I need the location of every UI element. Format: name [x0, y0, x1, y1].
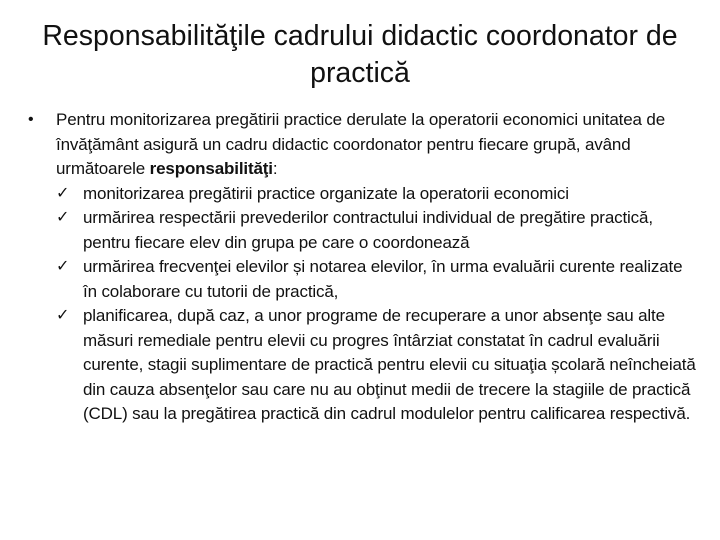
list-item — [28, 255, 698, 304]
check-mark-icon: ✓ — [56, 258, 70, 275]
list-item — [28, 182, 698, 207]
intro-text — [56, 110, 665, 178]
list-item — [28, 304, 698, 427]
list-item-text: urmărirea respectării prevederilor contractului individual de pregătire practică, pentru fiecare elev din grupa pe care o coordonează — [83, 208, 653, 252]
list-item — [28, 206, 698, 255]
intro-text-before: Pentru monitorizarea pregătirii practice derulate la operatorii economici unitatea de învăţământ asigură un cadru didactic coordonator pentru fiecare grupă, având următoarele — [56, 110, 666, 178]
intro-text-after: : — [272, 159, 278, 178]
bullet-icon: • — [28, 111, 34, 128]
intro-paragraph — [28, 108, 698, 182]
responsibility-list — [28, 182, 698, 427]
list-item-text: urmărirea frecvenţei elevilor și notarea elevilor, în urma evaluării curente realizate în colaborare cu tutorii de practică, — [83, 257, 683, 301]
check-mark-icon: ✓ — [56, 184, 70, 202]
slide-title: Responsabilităţile cadrului didactic coordonator de practică — [42, 20, 678, 89]
list-item-text: planificarea, după caz, a unor programe de recuperare a unor absenţe sau alte măsuri remediale pentru elevii cu progres întârziat constatat în cadrul evaluării curente, stagii suplimentare de practică pentru elevii cu situaţia școlară neîncheiată din cauza absenţelor sau care nu au obţinut medii de trecere la stagiile de practică (CDL) sau la pregătirea practică din cadrul modulelor pentru calificarea respectivă. — [83, 306, 696, 423]
list-item-text: monitorizarea pregătirii practice organizate la operatorii economici — [83, 183, 569, 203]
slide-body — [28, 108, 698, 427]
check-mark-icon: ✓ — [56, 209, 70, 226]
intro-bold-text: responsabilităţi — [149, 159, 273, 178]
check-mark-icon: ✓ — [56, 307, 70, 324]
